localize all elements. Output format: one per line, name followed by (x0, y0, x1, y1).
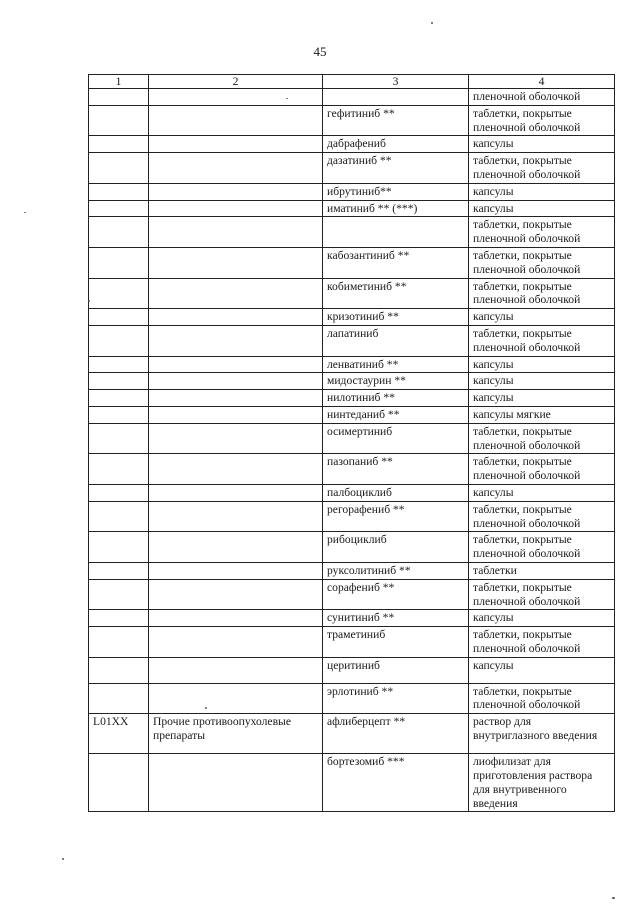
code-cell (89, 532, 149, 563)
drug-cell: лапатиниб (323, 325, 469, 356)
drug-cell: сорафениб ** (323, 579, 469, 610)
form-cell: раствор для внутриглазного введения (469, 714, 615, 754)
code-cell (89, 562, 149, 579)
scan-speck (205, 707, 207, 709)
table-row (89, 501, 615, 532)
form-cell: таблетки (469, 562, 615, 579)
table-row (89, 610, 615, 627)
form-cell: таблетки, покрытые пленочной оболочкой (469, 501, 615, 532)
table-row (89, 627, 615, 658)
group-cell (149, 532, 323, 563)
form-cell: пленочной оболочкой (469, 89, 615, 106)
form-cell: капсулы (469, 484, 615, 501)
form-cell: капсулы (469, 610, 615, 627)
code-cell (89, 325, 149, 356)
scan-speck (431, 22, 433, 24)
drug-cell: ленватиниб ** (323, 356, 469, 373)
table-row (89, 423, 615, 454)
group-cell (149, 390, 323, 407)
code-cell (89, 89, 149, 106)
code-cell (89, 247, 149, 278)
form-cell: таблетки, покрытые пленочной оболочкой (469, 627, 615, 658)
form-cell: таблетки, покрытые пленочной оболочкой (469, 454, 615, 485)
drug-cell: церитиниб (323, 657, 469, 683)
table-row (89, 754, 615, 812)
form-cell: таблетки, покрытые пленочной оболочкой (469, 278, 615, 309)
header-row (89, 75, 615, 89)
code-cell (89, 657, 149, 683)
drug-cell: гефитиниб ** (323, 105, 469, 136)
table-row (89, 683, 615, 714)
code-cell (89, 217, 149, 248)
code-cell (89, 406, 149, 423)
table-row (89, 454, 615, 485)
code-cell (89, 501, 149, 532)
table-row (89, 484, 615, 501)
scan-speck (62, 858, 64, 860)
drug-cell: мидостаурин ** (323, 373, 469, 390)
code-cell (89, 683, 149, 714)
drug-cell: ибрутиниб** (323, 183, 469, 200)
group-cell (149, 105, 323, 136)
form-cell: капсулы (469, 200, 615, 217)
group-cell (149, 484, 323, 501)
scan-speck (286, 98, 288, 99)
table-row (89, 89, 615, 106)
code-cell (89, 136, 149, 153)
table-row (89, 714, 615, 754)
form-cell: капсулы (469, 136, 615, 153)
group-cell (149, 309, 323, 326)
group-cell (149, 247, 323, 278)
group-cell (149, 183, 323, 200)
page-number: 45 (313, 44, 327, 59)
code-cell (89, 153, 149, 184)
table-row (89, 325, 615, 356)
drug-cell: пазопаниб ** (323, 454, 469, 485)
form-cell: капсулы (469, 373, 615, 390)
group-cell (149, 683, 323, 714)
group-cell (149, 657, 323, 683)
code-cell (89, 627, 149, 658)
form-cell: капсулы (469, 356, 615, 373)
drug-cell: эрлотиниб ** (323, 683, 469, 714)
drug-cell: палбоциклиб (323, 484, 469, 501)
group-cell (149, 754, 323, 812)
drug-cell (323, 89, 469, 106)
code-cell (89, 105, 149, 136)
code-cell (89, 183, 149, 200)
scan-speck (88, 300, 90, 302)
table-row (89, 373, 615, 390)
group-cell (149, 278, 323, 309)
form-cell: таблетки, покрытые пленочной оболочкой (469, 579, 615, 610)
form-cell: таблетки, покрытые пленочной оболочкой (469, 532, 615, 563)
code-cell (89, 579, 149, 610)
table-row (89, 217, 615, 248)
table-row (89, 532, 615, 563)
code-cell (89, 278, 149, 309)
table-row (89, 247, 615, 278)
code-cell (89, 200, 149, 217)
form-cell: таблетки, покрытые пленочной оболочкой (469, 247, 615, 278)
table-row (89, 390, 615, 407)
group-cell (149, 136, 323, 153)
code-cell (89, 390, 149, 407)
group-cell (149, 373, 323, 390)
drug-cell (323, 217, 469, 248)
drug-cell: регорафениб ** (323, 501, 469, 532)
group-cell (149, 562, 323, 579)
code-cell: L01XX (89, 714, 149, 754)
form-cell: таблетки, покрытые пленочной оболочкой (469, 423, 615, 454)
drug-cell: дазатиниб ** (323, 153, 469, 184)
code-cell (89, 356, 149, 373)
drug-table (88, 74, 615, 812)
group-cell (149, 153, 323, 184)
group-cell (149, 406, 323, 423)
drug-cell: дабрафениб (323, 136, 469, 153)
form-cell: таблетки, покрытые пленочной оболочкой (469, 105, 615, 136)
code-cell (89, 610, 149, 627)
form-cell: таблетки, покрытые пленочной оболочкой (469, 217, 615, 248)
table-row (89, 356, 615, 373)
table-row (89, 183, 615, 200)
drug-cell: траметиниб (323, 627, 469, 658)
form-cell: лиофилизат для приготовления раствора для внутривенного введения (469, 754, 615, 812)
drug-cell: бортезомиб *** (323, 754, 469, 812)
table-row (89, 105, 615, 136)
table-row (89, 657, 615, 683)
form-cell: таблетки, покрытые пленочной оболочкой (469, 325, 615, 356)
drug-cell: сунитиниб ** (323, 610, 469, 627)
table-body (89, 89, 615, 812)
drug-cell: кризотиниб ** (323, 309, 469, 326)
table-row (89, 579, 615, 610)
table-row (89, 136, 615, 153)
table-row (89, 278, 615, 309)
drug-cell: иматиниб ** (***) (323, 200, 469, 217)
table-row (89, 562, 615, 579)
drug-cell: кобиметиниб ** (323, 278, 469, 309)
code-cell (89, 454, 149, 485)
form-cell: капсулы (469, 309, 615, 326)
form-cell: капсулы (469, 183, 615, 200)
drug-cell: кабозантиниб ** (323, 247, 469, 278)
group-cell (149, 356, 323, 373)
scan-speck (612, 897, 615, 899)
group-cell (149, 200, 323, 217)
code-cell (89, 423, 149, 454)
form-cell: капсулы мягкие (469, 406, 615, 423)
table-row (89, 200, 615, 217)
drug-cell: осимертиниб (323, 423, 469, 454)
group-cell (149, 217, 323, 248)
drug-cell: рибоциклиб (323, 532, 469, 563)
group-cell (149, 579, 323, 610)
group-cell (149, 610, 323, 627)
drug-cell: руксолитиниб ** (323, 562, 469, 579)
form-cell: капсулы (469, 657, 615, 683)
drug-cell: нинтеданиб ** (323, 406, 469, 423)
table-row (89, 406, 615, 423)
header-col-2: 2 (149, 75, 323, 89)
form-cell: капсулы (469, 390, 615, 407)
drug-cell: афлиберцепт ** (323, 714, 469, 754)
table-row (89, 153, 615, 184)
group-cell (149, 325, 323, 356)
code-cell (89, 309, 149, 326)
table-row (89, 309, 615, 326)
scan-speck (24, 212, 26, 213)
header-col-4: 4 (469, 75, 615, 89)
group-cell (149, 454, 323, 485)
group-cell (149, 501, 323, 532)
group-cell (149, 627, 323, 658)
code-cell (89, 484, 149, 501)
group-cell (149, 423, 323, 454)
header-col-3: 3 (323, 75, 469, 89)
drug-cell: нилотиниб ** (323, 390, 469, 407)
group-cell (149, 89, 323, 106)
form-cell: таблетки, покрытые пленочной оболочкой (469, 683, 615, 714)
code-cell (89, 373, 149, 390)
code-cell (89, 754, 149, 812)
header-col-1: 1 (89, 75, 149, 89)
group-cell: Прочие противоопухолевые препараты (149, 714, 323, 754)
form-cell: таблетки, покрытые пленочной оболочкой (469, 153, 615, 184)
